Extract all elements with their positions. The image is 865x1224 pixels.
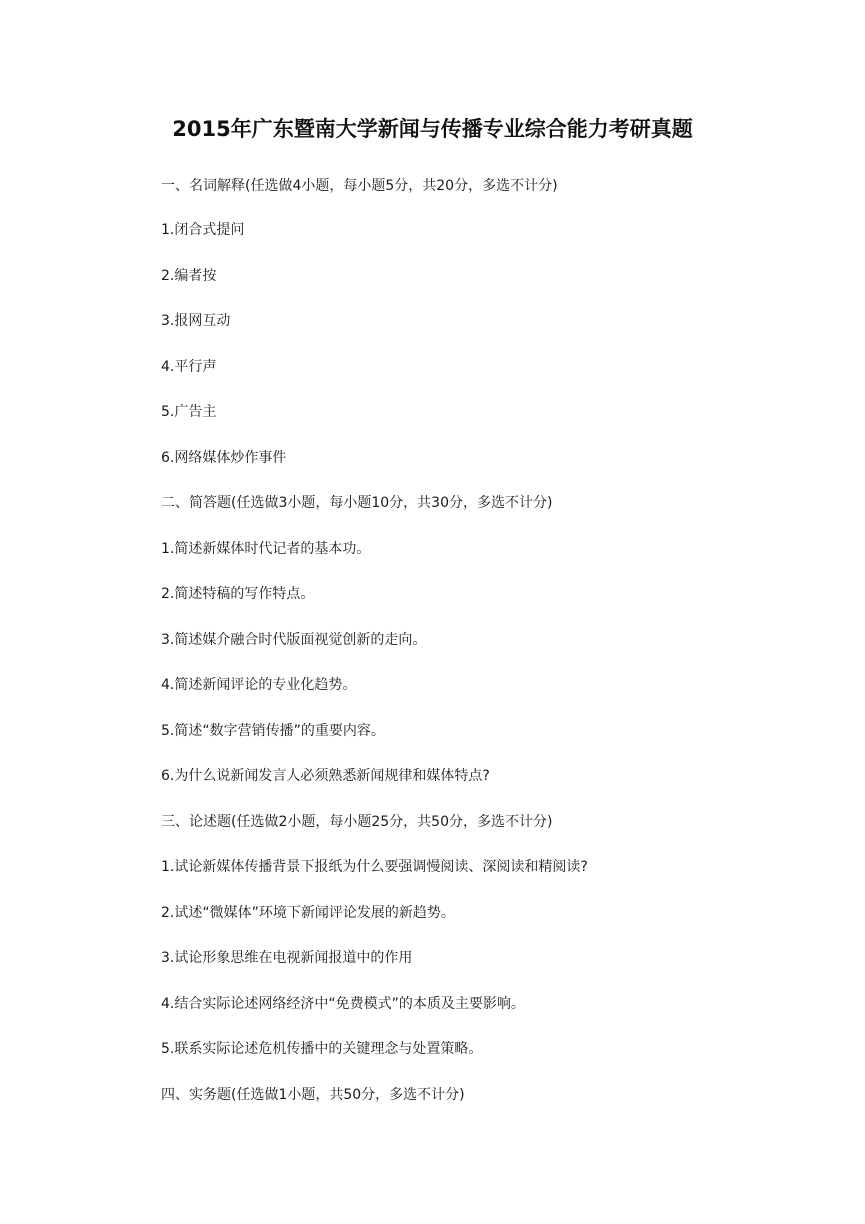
section-heading-2: 二、简答题(任选做3小题，每小题10分，共30分，多选不计分) [161,495,553,511]
list-item: 3.简述媒介融合时代版面视觉创新的走向。 [161,632,427,648]
list-item: 6.为什么说新闻发言人必须熟悉新闻规律和媒体特点? [161,768,490,784]
section-heading-1: 一、名词解释(任选做4小题，每小题5分，共20分，多选不计分) [161,178,558,194]
list-item: 2.试述“微媒体”环境下新闻评论发展的新趋势。 [161,905,455,921]
section-heading-3: 三、论述题(任选做2小题，每小题25分，共50分，多选不计分) [161,814,553,830]
list-item: 5.简述“数字营销传播”的重要内容。 [161,723,385,739]
list-item: 5.联系实际论述危机传播中的关键理念与处置策略。 [161,1041,483,1057]
list-item: 1.闭合式提问 [161,222,245,238]
document-title: 2015年广东暨南大学新闻与传播专业综合能力考研真题 [172,117,693,141]
list-item: 3.报网互动 [161,313,231,329]
list-item: 1.简述新媒体时代记者的基本功。 [161,541,371,557]
list-item: 4.简述新闻评论的专业化趋势。 [161,677,357,693]
section-heading-4: 四、实务题(任选做1小题，共50分，多选不计分) [161,1087,465,1103]
list-item: 5.广告主 [161,404,217,420]
list-item: 4.平行声 [161,359,217,375]
list-item: 3.试论形象思维在电视新闻报道中的作用 [161,950,413,966]
list-item: 4.结合实际论述网络经济中“免费模式”的本质及主要影响。 [161,996,525,1012]
list-item: 2.编者按 [161,268,217,284]
list-item: 1.试论新媒体传播背景下报纸为什么要强调慢阅读、深阅读和精阅读? [161,859,588,875]
list-item: 2.简述特稿的写作特点。 [161,586,315,602]
list-item: 6.网络媒体炒作事件 [161,450,287,466]
